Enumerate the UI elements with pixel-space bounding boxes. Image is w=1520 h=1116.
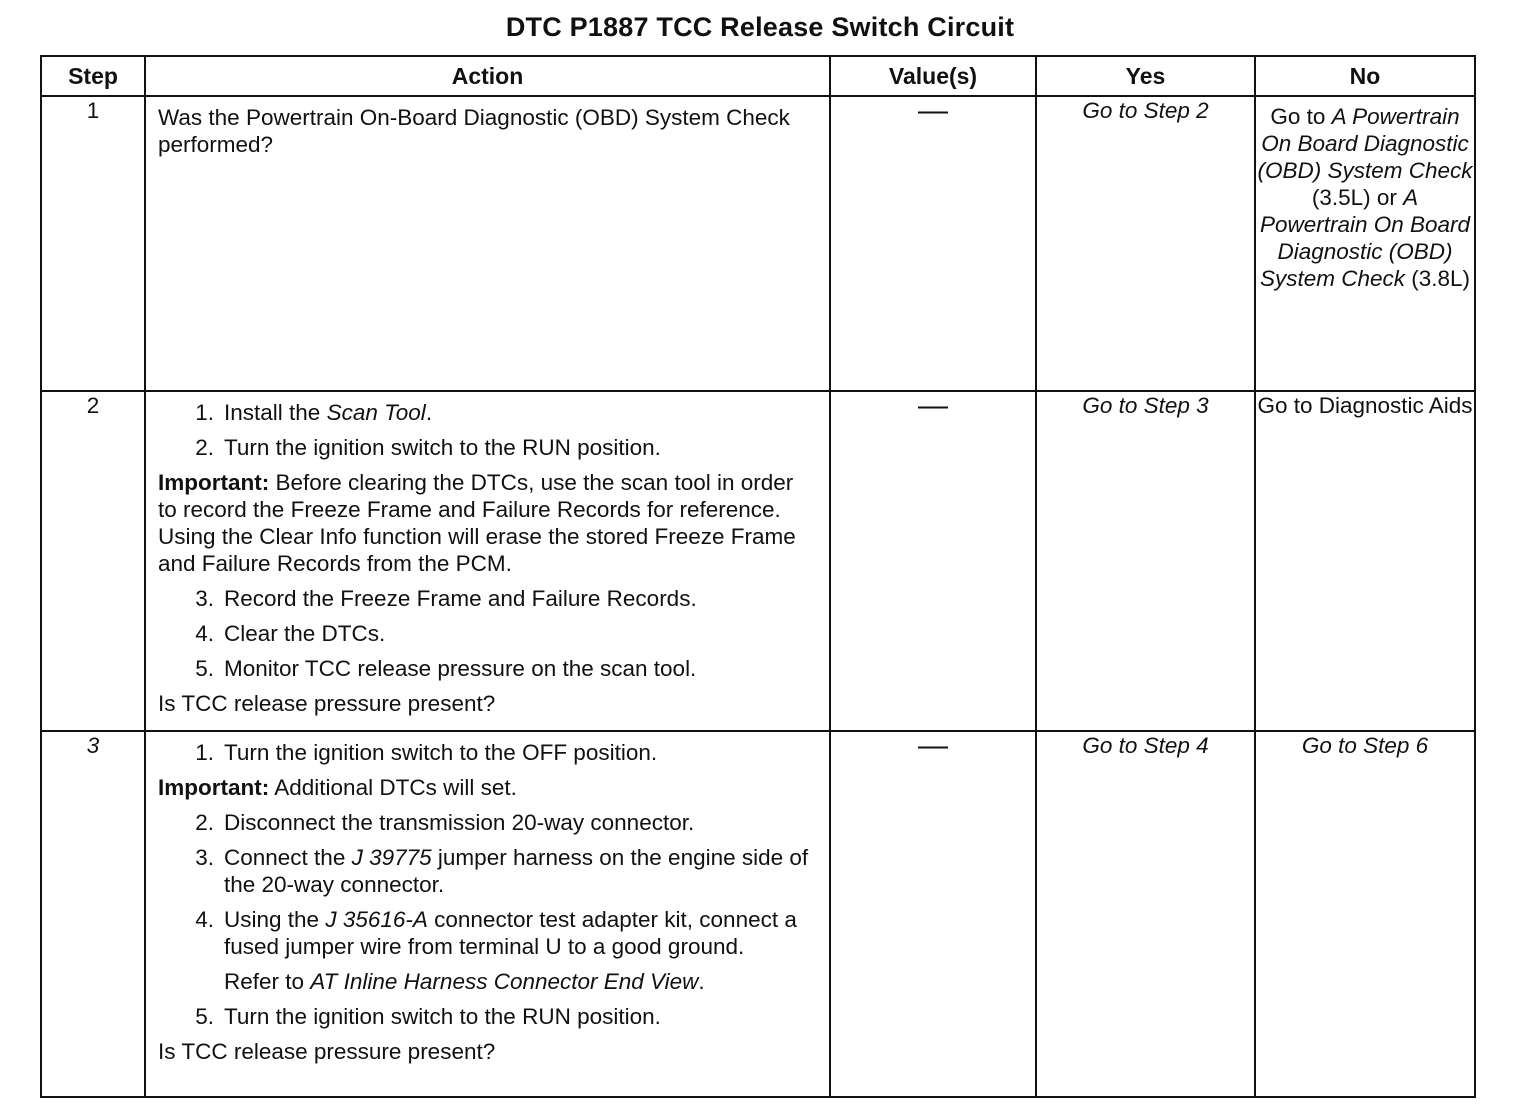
value-cell: — xyxy=(830,96,1036,391)
important-text: Before clearing the DTCs, use the scan tool in order to record the Freeze Frame and Failure Records for reference. Using the Clear Info function will erase the stored Freeze Frame and Failure Records from the PCM. xyxy=(158,470,796,576)
question-text: Is TCC release pressure present? xyxy=(158,1039,496,1064)
list-number: 5. xyxy=(195,1004,214,1029)
list-number: 5. xyxy=(195,656,214,681)
header-values: Value(s) xyxy=(830,56,1036,96)
list-item xyxy=(158,844,817,898)
step-number: 2 xyxy=(41,391,145,731)
no-link[interactable]: Go to Step 6 xyxy=(1301,733,1429,758)
tool-j35616a: J 35616-A xyxy=(325,907,428,932)
list-number: 2. xyxy=(195,810,214,835)
list-emphasis: Scan Tool xyxy=(326,400,426,425)
no-link-obd-3-5l[interactable]: A Powertrain On Board Diagnostic (OBD) System Check xyxy=(1257,104,1473,183)
header-step: Step xyxy=(41,56,145,96)
diagnostic-table xyxy=(40,55,1476,1098)
ref-text: Refer to xyxy=(224,969,311,994)
list-item xyxy=(158,434,817,461)
yes-cell xyxy=(1036,96,1255,391)
table-row xyxy=(41,96,1475,391)
list-number: 4. xyxy=(195,907,214,932)
important-text: Additional DTCs will set. xyxy=(269,775,517,800)
list-item xyxy=(158,809,817,836)
list-item xyxy=(158,739,817,766)
no-text-3-5l: (3.5L) or xyxy=(1311,185,1404,210)
reference-note xyxy=(224,968,817,995)
list-text: jumper harness on the engine side of the 20-way connector. xyxy=(224,845,809,897)
ref-text: . xyxy=(698,969,705,994)
list-number: 3. xyxy=(195,845,214,870)
list-item xyxy=(158,655,817,682)
no-text-prefix: Go to xyxy=(1270,104,1332,129)
no-cell xyxy=(1255,731,1475,1097)
list-text: Using the xyxy=(224,907,326,932)
list-number: 1. xyxy=(195,740,214,765)
important-note xyxy=(158,469,817,577)
header-yes: Yes xyxy=(1036,56,1255,96)
action-cell xyxy=(145,96,830,391)
yes-cell xyxy=(1036,731,1255,1097)
yes-link[interactable]: Go to Step 4 xyxy=(1082,733,1209,758)
important-note xyxy=(158,774,817,801)
list-item xyxy=(158,399,817,426)
list-number: 2. xyxy=(195,435,214,460)
list-text: Turn the ignition switch to the RUN position. xyxy=(224,1004,661,1029)
list-number: 3. xyxy=(195,586,214,611)
table-row xyxy=(41,391,1475,731)
list-item xyxy=(158,1003,817,1030)
value-cell: — xyxy=(830,391,1036,731)
list-item xyxy=(158,620,817,647)
no-cell xyxy=(1255,96,1475,391)
yes-link[interactable]: Go to Step 2 xyxy=(1082,98,1209,123)
list-number: 4. xyxy=(195,621,214,646)
list-text: Record the Freeze Frame and Failure Records. xyxy=(224,586,697,611)
list-text: Turn the ignition switch to the OFF position. xyxy=(224,740,658,765)
ref-link[interactable]: AT Inline Harness Connector End View xyxy=(310,969,699,994)
no-text-3-8l: (3.8L) xyxy=(1405,266,1471,291)
list-text: Disconnect the transmission 20-way connector. xyxy=(224,810,695,835)
header-no: No xyxy=(1255,56,1475,96)
header-action: Action xyxy=(145,56,830,96)
action-cell xyxy=(145,731,830,1097)
page-title: DTC P1887 TCC Release Switch Circuit xyxy=(505,12,1015,42)
list-text: Install the xyxy=(224,400,327,425)
yes-cell xyxy=(1036,391,1255,731)
no-link-obd-3-8l[interactable]: A Powertrain On Board Diagnostic (OBD) System Check xyxy=(1259,185,1471,291)
list-text: Clear the DTCs. xyxy=(224,621,386,646)
action-cell xyxy=(145,391,830,731)
list-text: Turn the ignition switch to the RUN position. xyxy=(224,435,661,460)
list-text: Monitor TCC release pressure on the scan tool. xyxy=(224,656,697,681)
step-number xyxy=(41,731,145,1097)
no-cell xyxy=(1255,391,1475,731)
yes-link[interactable]: Go to Step 3 xyxy=(1082,393,1209,418)
step-number-text: 3 xyxy=(86,733,100,758)
list-item xyxy=(158,906,817,995)
list-text: connector test adapter kit, connect a fused jumper wire from terminal U to a good ground. xyxy=(224,907,797,959)
important-label: Important: xyxy=(158,775,270,800)
step-number: 1 xyxy=(41,96,145,391)
tool-j39775: J 39775 xyxy=(351,845,432,870)
question-text: Is TCC release pressure present? xyxy=(158,691,496,716)
value-cell: — xyxy=(830,731,1036,1097)
list-item xyxy=(158,585,817,612)
list-text: . xyxy=(425,400,433,425)
no-link[interactable]: Go to Diagnostic Aids xyxy=(1257,393,1473,418)
action-text: Was the Powertrain On-Board Diagnostic (OBD) System Check performed? xyxy=(158,105,790,157)
list-number: 1. xyxy=(195,400,214,425)
list-text: Connect the xyxy=(224,845,352,870)
important-label: Important: xyxy=(158,470,270,495)
table-header-row xyxy=(41,56,1475,96)
table-row xyxy=(41,731,1475,1097)
